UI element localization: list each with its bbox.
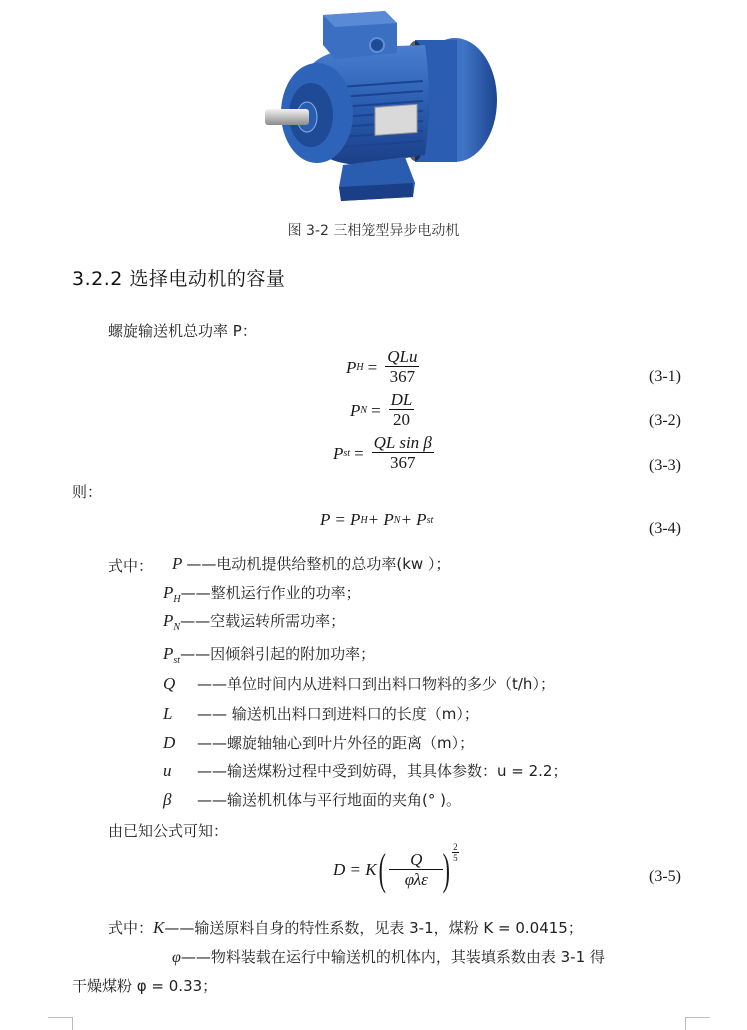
definition-item: D ——螺旋轴轴心到叶片外径的距离（m）； [163,733,475,752]
motor-image [265,5,510,205]
exponent: 2 5 [453,842,458,863]
definition-item: $P_N——$空载运转所需功率； [163,611,346,633]
where2-phi-continuation: 干燥煤粉 φ = 0.33； [72,977,218,995]
equation-3-5: D = K ( $\frac{Q}{\text{φλε}}$ ) 2 5 [333,842,458,894]
then-label: 则： [72,483,103,501]
equation-3-4: P = P H + P N + P st [320,510,434,529]
equation-3-3: P st = $\frac{\text{QL sin β}}{367}$ [333,433,432,472]
definition-item: Q ——单位时间内从进料口到出料口物料的多少（t/h）； [163,674,555,693]
equation-number-3-2: (3-2) [649,412,681,429]
definition-item: P ——电动机提供给整机的总功率(kw ）； [172,554,451,573]
fraction: $\frac{DL}{20}$ [390,390,413,429]
definition-item: u ——输送煤粉过程中受到妨碍，其具体参数：u = 2.2； [163,761,568,780]
fraction: $\frac{\text{QL sin β}}{367}$ [373,433,432,472]
definition-item: $P_H——$整机运行作业的功率； [163,583,361,605]
equation-number-3-3: (3-3) [649,457,681,474]
known-formula-text: 由已知公式可知： [108,822,229,840]
equation-3-2: P N = $\frac{DL}{20}$ [350,390,413,429]
equation-number-3-4: (3-4) [649,520,681,537]
fraction: $\frac{\text{QLu}}{367}$ [387,347,418,386]
intro-text: 螺旋输送机总功率 P： [108,322,257,340]
definition-item: L —— 输送机出料口到进料口的长度（m）； [163,704,479,723]
equation-number-3-5: (3-5) [649,868,681,885]
motor-figure [265,5,510,205]
equation-number-3-1: (3-1) [649,368,681,385]
definition-item: $P_{st}——$因倾斜引起的附加功率； [163,644,376,666]
where2-k-line: 式中：K——输送原料自身的特性系数，见表 3-1，煤粉 K = 0.0415； [108,918,583,937]
figure-caption: 图 3-2 三相笼型异步电动机 [287,223,460,239]
where-label: 式中： [108,557,154,575]
equation-3-1: P H = $\frac{\text{QLu}}{367}$ [346,347,418,386]
where2-phi-line: φ——物料装载在运行中输送机的机体内，其装填系数由表 3-1 得 [172,948,605,966]
section-heading: 3.2.2 选择电动机的容量 [72,268,286,290]
definition-item: β ——输送机机体与平行地面的夹角(° )。 [163,790,461,809]
fraction: $\frac{Q}{\text{φλε}}$ [389,851,443,890]
